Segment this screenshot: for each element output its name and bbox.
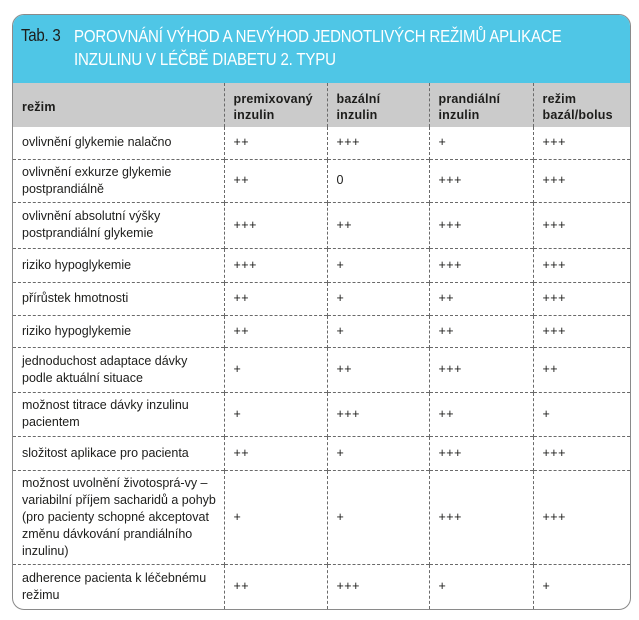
row-label: ovlivnění absolutní výšky postprandiální glykemie [13,202,224,248]
rating-cell: ++ [429,282,533,315]
row-label: ovlivnění exkurze glykemie postprandiálně [13,159,224,202]
table-number: Tab. 3 [21,25,61,45]
rating-cell: +++ [224,202,327,248]
header-text-line: inzulin [336,107,378,122]
header-text-line: inzulin [233,107,275,122]
header-text-line: režim [22,99,56,114]
row-label: možnost uvolnění životosprá-vy – variabilní příjem sacharidů a pohyb (pro pacienty schopné akceptovat změnu dávkování prandiálního inzulinu) [13,470,224,564]
table-title-line-2: INZULINU V LÉČBĚ DIABETU 2. TYPU [74,49,336,69]
row-label: adherence pacienta k léčebnému režimu [13,564,224,609]
table-row [13,315,630,347]
rating-cell: ++ [327,347,429,392]
rating-cell: +++ [533,282,630,315]
rating-cell: + [327,470,429,564]
table-row [13,202,630,248]
rating-cell: ++ [224,436,327,470]
table-row [13,436,630,470]
rating-cell: ++ [224,127,327,159]
row-label: přírůstek hmotnosti [13,282,224,315]
table-row [13,392,630,436]
rating-cell: +++ [533,470,630,564]
rating-cell: + [327,436,429,470]
header-row [13,83,630,127]
table-row [13,564,630,609]
row-label: riziko hypoglykemie [13,248,224,282]
rating-cell: + [533,392,630,436]
row-label: riziko hypoglykemie [13,315,224,347]
table-row [13,127,630,159]
header-basal-bolus [533,83,630,127]
rating-cell: +++ [429,202,533,248]
table-title-band [13,15,630,83]
rating-cell: 0 [327,159,429,202]
rating-cell: + [224,392,327,436]
rating-cell: ++ [224,315,327,347]
table-row [13,248,630,282]
rating-cell: ++ [224,282,327,315]
rating-cell: +++ [429,470,533,564]
rating-cell: ++ [224,159,327,202]
rating-cell: ++ [327,202,429,248]
table-row [13,159,630,202]
rating-cell: + [327,315,429,347]
header-prandial-insulin [429,83,533,127]
header-text-line: režim [542,91,577,106]
row-label: složitost aplikace pro pacienta [13,436,224,470]
rating-cell: +++ [533,315,630,347]
rating-cell: + [533,564,630,609]
comparison-table [13,83,630,609]
header-text-line: bazál/bolus [542,107,613,122]
row-label: ovlivnění glykemie nalačno [22,135,172,150]
rating-cell: ++ [429,392,533,436]
rating-cell: +++ [327,127,429,159]
header-premixed-insulin [224,83,327,127]
rating-cell: +++ [533,248,630,282]
rating-cell: + [327,282,429,315]
rating-cell: +++ [224,248,327,282]
table-title-line-1: POROVNÁNÍ VÝHOD A NEVÝHOD JEDNOTLIVÝCH REŽIMŮ APLIKACE [74,26,562,46]
row-label: jednoduchost adaptace dávky podle aktuální situace [13,347,224,392]
rating-cell: ++ [224,564,327,609]
table-frame [12,14,631,610]
table-row [13,470,630,564]
rating-cell: + [327,248,429,282]
rating-cell: ++ [533,347,630,392]
rating-cell: +++ [429,436,533,470]
header-regime [13,83,224,127]
table-row [13,347,630,392]
rating-cell: +++ [429,347,533,392]
header-text-line: premixovaný [233,91,313,106]
header-basal-insulin [327,83,429,127]
header-text-line: bazální [336,91,381,106]
rating-cell: +++ [327,392,429,436]
rating-cell: +++ [533,436,630,470]
table-row [13,282,630,315]
rating-cell: +++ [429,159,533,202]
header-text-line: inzulin [438,107,480,122]
table-body [13,127,630,609]
rating-cell: ++ [429,315,533,347]
rating-cell: +++ [533,127,630,159]
rating-cell: + [429,127,533,159]
rating-cell: + [224,347,327,392]
rating-cell: + [429,564,533,609]
rating-cell: +++ [533,202,630,248]
rating-cell: + [224,470,327,564]
rating-cell: +++ [533,159,630,202]
row-label: možnost titrace dávky inzulinu pacientem [13,392,224,436]
header-text-line: prandiální [438,91,501,106]
table-title [74,25,607,71]
rating-cell: +++ [429,248,533,282]
rating-cell: +++ [327,564,429,609]
